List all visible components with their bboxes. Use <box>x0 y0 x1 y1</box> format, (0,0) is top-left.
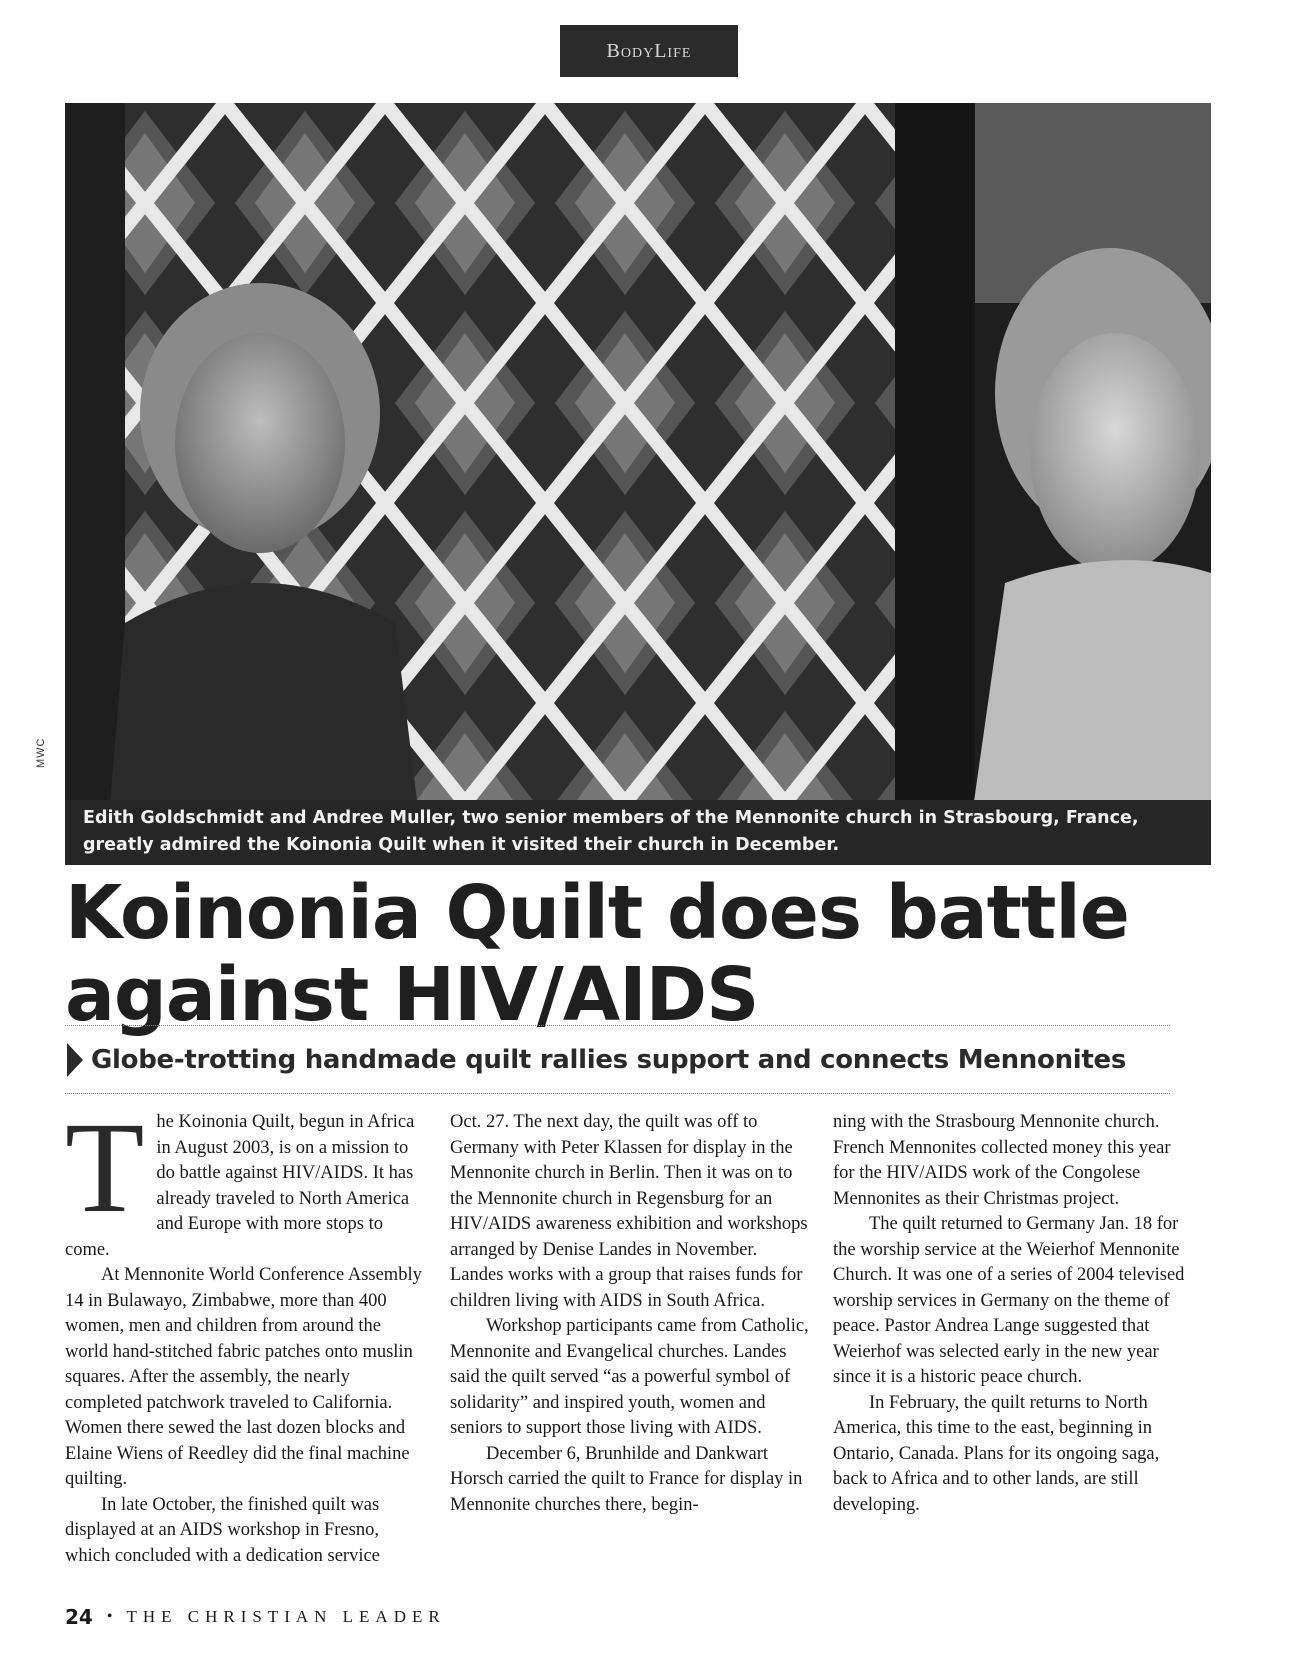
paragraph: Oct. 27. The next day, the quilt was off to Germany with Peter Klassen for display in the Mennonite church in Berlin. Then it was on to the Mennonite church in Regensburg for an HIV/AIDS awareness exhibition and workshops arranged by Denise Landes in November. Landes works with a group that raises funds for children living with AIDS in South Africa. <box>450 1112 808 1311</box>
paragraph: The quilt returned to Germany Jan. 18 for the worship service at the Weierhof Mennonite Church. It was one of a series of 2004 televised worship services in Germany on the theme of peace. Pastor Andrea Lange suggested that Weierhof was selected early in the new year since it is a historic peace church. <box>833 1214 1185 1387</box>
headline <box>65 872 1215 1036</box>
article-column-1 <box>65 1096 425 1569</box>
deck-text: Globe-trotting handmade quilt rallies support and connects Mennonites <box>91 1045 1127 1075</box>
footer-bullet: • <box>106 1608 113 1625</box>
paragraph: he Koinonia Quilt, begun in Africa in August 2003, is on a mission to do battle against HIV/AIDS. It has already traveled to North America and Europe with more stops to come. <box>65 1112 415 1260</box>
deck-rule-bottom <box>65 1093 1170 1094</box>
paragraph: December 6, Brunhilde and Dankwart Horsch carried the quilt to France for display in Mennonite churches there, begin- <box>450 1443 803 1515</box>
article-column-3 <box>833 1110 1193 1518</box>
page-footer <box>65 1605 446 1629</box>
article-column-2 <box>450 1110 810 1518</box>
photo-caption: Edith Goldschmidt and Andree Muller, two senior members of the Mennonite church in Strasbourg, France, greatly admired the Koinonia Quilt when it visited their church in December. <box>65 800 1211 865</box>
deck-rule-top <box>65 1025 1170 1026</box>
section-label: BodyLife <box>560 25 738 77</box>
headline-line-2: against HIV/AIDS <box>65 952 759 1038</box>
drop-cap: T <box>65 1096 145 1240</box>
headline-line-1: Koinonia Quilt does battle <box>65 870 1129 956</box>
publication-name: THE CHRISTIAN LEADER <box>126 1607 446 1626</box>
paragraph: Workshop participants came from Catholic, Mennonite and Evangelical churches. Landes said the quilt served “as a powerful symbol of solidarity” and inspired youth, women and seniors to support those living with AIDS. <box>450 1316 809 1438</box>
article-photo <box>65 103 1211 865</box>
paragraph: ning with the Strasbourg Mennonite church. French Mennonites collected money this year for the HIV/AIDS work of the Congolese Mennonites as their Christmas project. <box>833 1112 1171 1209</box>
paragraph: In late October, the finished quilt was displayed at an AIDS workshop in Fresno, which concluded with a dedication service <box>65 1494 380 1566</box>
paragraph: At Mennonite World Conference Assembly 14 in Bulawayo, Zimbabwe, more than 400 women, men and children from around the world hand-stitched fabric patches onto muslin squares. After the assembly, the nearly completed patchwork traveled to California. Women there sewed the last dozen blocks and Elaine Wiens of Reedley did the final machine quilting. <box>65 1265 422 1489</box>
arrow-icon <box>65 1041 85 1079</box>
page-number: 24 <box>65 1605 93 1629</box>
paragraph: In February, the quilt returns to North America, this time to the east, beginning in Ontario, Canada. Plans for its ongoing saga, back to Africa and to other lands, are still developing. <box>833 1392 1160 1515</box>
deck <box>65 1035 1195 1085</box>
photo-illustration <box>65 103 1211 865</box>
photo-credit: MWC <box>35 737 47 768</box>
